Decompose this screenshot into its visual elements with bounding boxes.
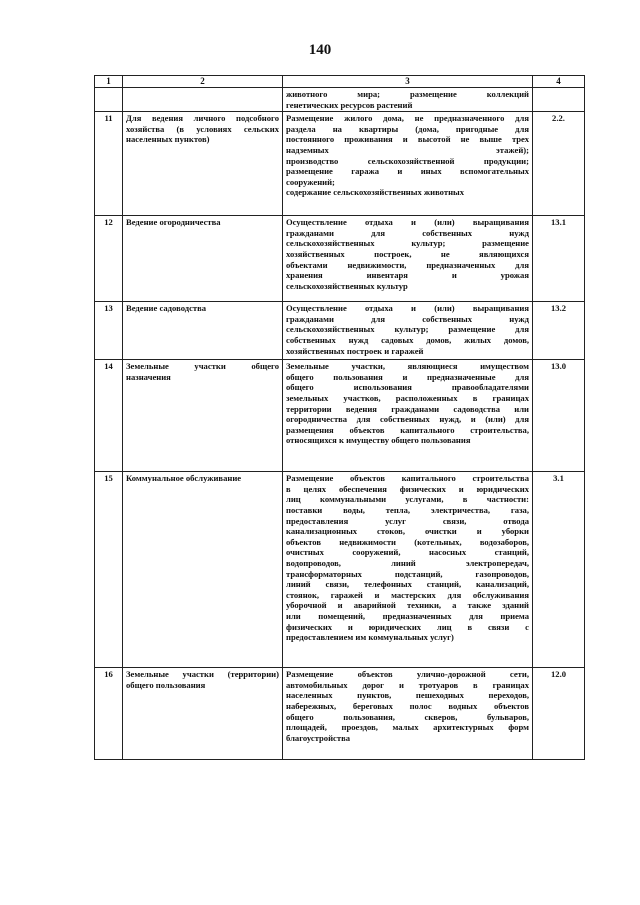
table-row <box>95 112 585 216</box>
description-line: стоянок, гаражей и мастерских для обслуживания <box>286 589 529 600</box>
use-type-name <box>123 88 283 112</box>
use-type-name-line: общего пользования <box>126 679 206 690</box>
page-number: 140 <box>308 42 332 58</box>
description-line: линий связи, телефонных станций, канализаций, <box>286 579 529 590</box>
row-number: 16 <box>95 668 123 760</box>
use-type-name-line: Ведение садоводства <box>126 303 207 314</box>
description-line: Размещение объектов капитального строительства <box>286 473 529 484</box>
classifier-code <box>533 88 585 112</box>
description-line: относящихся к имуществу общего пользования <box>286 435 471 446</box>
use-type-description <box>283 472 533 668</box>
header-col-3: 3 <box>283 76 533 88</box>
description-line: надземных этажей); <box>286 144 529 155</box>
table-row <box>95 472 585 668</box>
header-col-1: 1 <box>95 76 123 88</box>
use-type-name-line: назначения <box>126 371 171 382</box>
description-line: территории ведения гражданами садоводства или <box>286 403 529 414</box>
table-header-row <box>95 76 585 88</box>
use-type-name <box>123 302 283 360</box>
description-line: Осуществление отдыха и (или) выращивания <box>286 217 529 228</box>
use-type-name <box>123 472 283 668</box>
use-type-name-line: Земельные участки общего <box>126 361 279 372</box>
classifier-code: 13.0 <box>533 360 585 472</box>
use-type-description <box>283 216 533 302</box>
description-line: постоянного проживания и высотой не выше трех <box>286 134 529 145</box>
description-line: в целях обеспечения физических и юридических <box>286 483 529 494</box>
table-row <box>95 360 585 472</box>
use-type-name-line: Земельные участки (территории) <box>126 669 279 680</box>
row-number: 12 <box>95 216 123 302</box>
use-type-name <box>123 112 283 216</box>
description-line: населенных пунктов, пешеходных переходов, <box>286 690 529 701</box>
description-line: гражданами для собственных нужд <box>286 313 529 324</box>
classifier-code: 13.1 <box>533 216 585 302</box>
description-line: физических и юридических лиц в связи с <box>286 621 529 632</box>
description-line: общего пользования, скверов, бульваров, <box>286 711 529 722</box>
description-line: животного мира; размещение коллекций <box>286 89 529 99</box>
use-type-name <box>123 216 283 302</box>
description-line: площадей, проездов, малых архитектурных форм <box>286 722 529 733</box>
description-line: хранения инвентаря и урожая <box>286 270 529 281</box>
description-line: или помещений, предназначенных для приема <box>286 610 529 621</box>
description-line: Земельные участки, являющиеся имуществом <box>286 361 529 372</box>
description-line: производство сельскохозяйственной продукции; <box>286 155 529 166</box>
description-line: благоустройства <box>286 732 351 743</box>
use-type-description <box>283 668 533 760</box>
description-line: содержание сельскохозяйственных животных <box>286 187 465 198</box>
description-line: сельскохозяйственных культур; размещение для <box>286 324 529 335</box>
description-line: размещения объектов капитального строительства, <box>286 424 529 435</box>
description-line: гражданами для собственных нужд <box>286 227 529 238</box>
row-number: 15 <box>95 472 123 668</box>
classifier-code: 13.2 <box>533 302 585 360</box>
description-line: предоставления услуг связи, отвода <box>286 515 529 526</box>
description-line: огородничества для собственных нужд, и (или) для <box>286 414 529 425</box>
land-use-table <box>94 75 585 760</box>
description-line: собственных нужд садовых домов, жилых домов, <box>286 334 529 345</box>
use-type-name-line: Для ведения личного подсобного <box>126 113 279 124</box>
description-line: хозяйственных построек, не являющихся <box>286 248 529 259</box>
row-number: 14 <box>95 360 123 472</box>
use-type-name-line: хозяйства (в условиях сельских <box>126 123 279 134</box>
description-line: водопроводов, линий электропередач, <box>286 557 529 568</box>
description-line: генетических ресурсов растений <box>286 99 413 110</box>
description-line: общего использования правообладателями <box>286 382 529 393</box>
table-row <box>95 88 585 112</box>
description-line: объектами недвижимости, предназначенных для <box>286 259 529 270</box>
description-line: предоставлением им коммунальных услуг) <box>286 632 454 643</box>
use-type-description <box>283 112 533 216</box>
description-line: Размещение объектов улично-дорожной сети, <box>286 669 529 680</box>
description-line: раздела на квартиры (дома, пригодные для <box>286 123 529 134</box>
table-row <box>95 668 585 760</box>
description-line: Размещение жилого дома, не предназначенного для <box>286 113 529 124</box>
description-line: сооружений; <box>286 176 335 187</box>
use-type-description <box>283 360 533 472</box>
use-type-name-line: населенных пунктов) <box>126 134 210 145</box>
description-line: Осуществление отдыха и (или) выращивания <box>286 303 529 314</box>
table-row <box>95 302 585 360</box>
use-type-name <box>123 360 283 472</box>
description-line: поставки воды, тепла, электричества, газа, <box>286 504 529 515</box>
header-col-2: 2 <box>123 76 283 88</box>
description-line: очистных сооружений, насосных станций, <box>286 547 529 558</box>
description-line: объектов недвижимости (котельных, водозаборов, <box>286 536 529 547</box>
description-line: земельных участков, расположенных в границах <box>286 392 529 403</box>
classifier-code: 2.2. <box>533 112 585 216</box>
description-line: автомобильных дорог и тротуаров в границах <box>286 679 529 690</box>
description-line: хозяйственных построек и гаражей <box>286 345 424 356</box>
description-line: трансформаторных подстанций, газопроводов, <box>286 568 529 579</box>
classifier-code: 3.1 <box>533 472 585 668</box>
description-line: размещение гаража и иных вспомогательных <box>286 166 529 177</box>
description-line: набережных, береговых полос водных объектов <box>286 700 529 711</box>
header-col-4: 4 <box>533 76 585 88</box>
description-line: лиц коммунальными услугами, в частности: <box>286 494 529 505</box>
row-number <box>95 88 123 112</box>
use-type-name-line: Ведение огородничества <box>126 217 221 228</box>
table-body <box>95 88 585 760</box>
description-line: сельскохозяйственных культур <box>286 280 408 291</box>
use-type-description <box>283 302 533 360</box>
use-type-description <box>283 88 533 112</box>
description-line: общего пользования и предназначенные для <box>286 371 529 382</box>
description-line: сельскохозяйственных культур; размещение <box>286 238 529 249</box>
use-type-name <box>123 668 283 760</box>
row-number: 11 <box>95 112 123 216</box>
table-row <box>95 216 585 302</box>
classifier-code: 12.0 <box>533 668 585 760</box>
use-type-name-line: Коммунальное обслуживание <box>126 473 242 484</box>
row-number: 13 <box>95 302 123 360</box>
description-line: уборочной и аварийной техники, а также зданий <box>286 600 529 611</box>
description-line: канализационных стоков, очистки и уборки <box>286 526 529 537</box>
